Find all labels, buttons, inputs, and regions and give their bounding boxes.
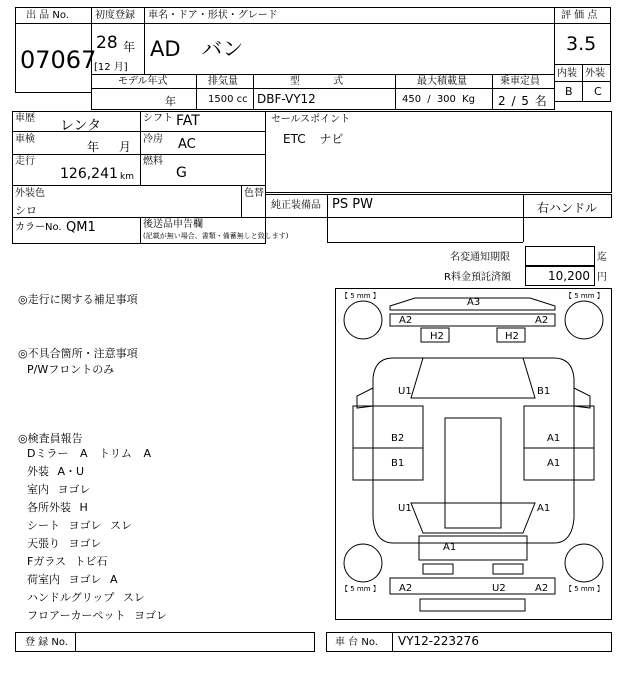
max-load-label: 最大積載量	[417, 76, 467, 87]
interior-grade: B	[565, 85, 573, 98]
capacity-label: 乗車定員	[500, 76, 540, 87]
score: 3.5	[566, 33, 597, 55]
shift-label: シフト	[143, 113, 173, 124]
mileage-value: 126,241	[60, 166, 118, 182]
damage-mark: A1	[443, 542, 457, 553]
damage-mark: A1	[537, 503, 551, 514]
tire-label: 【 5 mm 】	[565, 585, 604, 593]
recycle-label: R料金預託済額	[444, 272, 511, 283]
lot-no: 07067	[20, 46, 97, 74]
damage-mark: H2	[430, 331, 444, 342]
first-reg-month: [12 月]	[94, 62, 128, 73]
recycle-value: 10,200	[548, 269, 590, 283]
exterior-label: 外装	[585, 68, 605, 79]
shift-value: FAT	[176, 113, 200, 129]
damage-mark: B1	[537, 386, 551, 397]
recycle-unit: 円	[597, 272, 607, 283]
year-unit: 年	[123, 40, 136, 54]
sales-point-label: セールスポイント	[271, 114, 351, 125]
damage-mark: A3	[467, 297, 481, 308]
mileage-label: 走行	[15, 156, 35, 167]
postsend-note: (記載が無い場合、書類・備蓄無しと致します)	[143, 232, 289, 240]
inspection-value: 年 月	[87, 140, 131, 154]
capacity-value: 2 / 5 名	[498, 94, 547, 108]
damage-mark: U1	[398, 386, 412, 397]
damage-mark: A2	[535, 583, 549, 594]
inspector-title: ◎検査員報告	[18, 432, 83, 445]
color-change-label: 色替	[244, 188, 264, 199]
driving-title: ◎走行に関する補足事項	[18, 293, 138, 306]
model-label: 型 式	[290, 76, 344, 87]
damage-mark: U2	[492, 583, 506, 594]
name-change-box	[525, 246, 595, 266]
model-year-value: 年	[165, 95, 176, 108]
damage-mark: A2	[399, 583, 413, 594]
exterior-color-label: 外装色	[15, 188, 45, 199]
damage-mark: U1	[398, 503, 412, 514]
damage-mark: A1	[547, 433, 561, 444]
model-year-label: モデル年式	[118, 76, 168, 87]
tire-label: 【 5 mm 】	[565, 292, 604, 300]
damage-mark: A2	[535, 315, 549, 326]
history-label: 車歴	[15, 113, 35, 124]
damage-mark: H2	[505, 331, 519, 342]
tire-label: 【 5 mm 】	[341, 585, 380, 593]
tire-label: 【 5 mm 】	[341, 292, 380, 300]
inspector-line: 荷室内 ヨゴレ A	[27, 573, 118, 586]
fuel-value: G	[176, 165, 187, 181]
inspector-line: ハンドルグリップ スレ	[27, 591, 145, 604]
score-label: 評 価 点	[561, 10, 598, 21]
postsend-label: 後送品申告欄	[143, 219, 203, 230]
inspector-line: フロアーカーペット ヨゴレ	[27, 609, 167, 622]
model-value: DBF-VY12	[257, 92, 316, 106]
color-no-value: QM1	[66, 220, 96, 235]
color-no-label: カラーNo.	[15, 222, 62, 233]
fuel-label: 燃料	[143, 156, 163, 167]
reg-no-label: 登 録 No.	[25, 637, 68, 648]
genuine-value: PS PW	[332, 197, 373, 212]
mileage-unit: km	[120, 172, 134, 182]
first-reg-year: 28	[96, 33, 118, 53]
exterior-grade: C	[594, 85, 602, 98]
damage-mark: A2	[399, 315, 413, 326]
damage-mark: B1	[391, 458, 405, 469]
ac-value: AC	[178, 137, 196, 152]
name-change-label: 名変通知期限	[450, 252, 510, 263]
inspection-label: 車検	[15, 134, 35, 145]
inspector-line: シート ヨゴレ スレ	[27, 519, 132, 532]
car-damage-diagram	[335, 288, 612, 620]
genuine-label: 純正装備品	[271, 200, 321, 211]
name-change-suffix: 迄	[597, 252, 607, 263]
inspector-line: 室内 ヨゴレ	[27, 483, 91, 496]
chassis-value: VY12-223276	[398, 634, 479, 648]
first-reg-label: 初度登録	[95, 10, 135, 21]
inspector-line: 外装 A・U	[27, 465, 85, 478]
car-name-label: 車名・ドア・形状・グレード	[148, 10, 278, 21]
inspector-line: Fガラス トビ石	[27, 555, 108, 568]
inspector-line: Dミラー A トリム A	[27, 447, 152, 460]
displacement-value: 1500 cc	[208, 94, 248, 105]
damage-mark: B2	[391, 433, 405, 444]
damage-mark: A1	[547, 458, 561, 469]
history-value: レンタ	[60, 118, 102, 134]
sales-point-value: ETC ナビ	[283, 132, 344, 146]
inspector-line: 天張り ヨゴレ	[27, 537, 102, 550]
ac-label: 冷房	[143, 134, 163, 145]
lot-no-label: 出 品 No.	[26, 10, 69, 21]
chassis-label: 車 台 No.	[335, 637, 378, 648]
inspector-line: 各所外装 H	[27, 501, 88, 514]
defects-line: P/Wフロントのみ	[27, 363, 115, 376]
car-name: AD バン	[150, 37, 244, 61]
exterior-color-value: シロ	[15, 204, 37, 217]
defects-title: ◎不具合箇所・注意事項	[18, 347, 138, 360]
handle-value: 右ハンドル	[537, 201, 598, 215]
max-load-value: 450 / 300 Kg	[402, 94, 475, 105]
interior-label: 内装	[557, 68, 577, 79]
displacement-label: 排気量	[208, 76, 238, 87]
